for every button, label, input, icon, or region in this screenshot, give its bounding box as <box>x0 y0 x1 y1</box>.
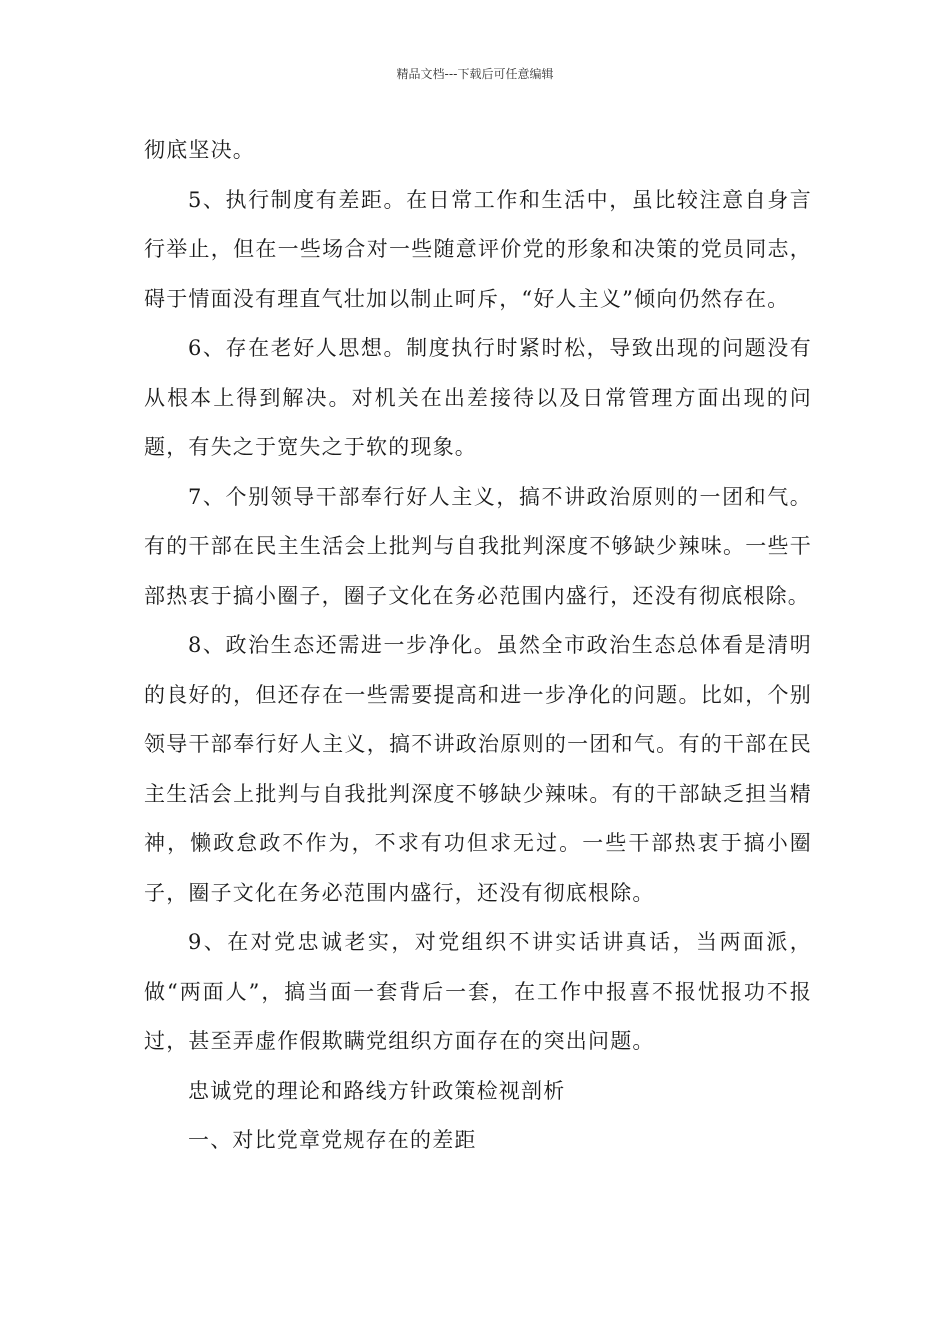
page-header: 精品文档---下载后可任意编辑 <box>396 67 554 81</box>
paragraph-continuation: 彻底坚决。 <box>144 138 255 162</box>
section-heading-1: 一、对比党章党规存在的差距 <box>188 1128 477 1152</box>
paragraph-item-8: 8、政治生态还需进一步净化。虽然全市政治生态总体看是清明的良好的，但还存在一些需要提高和进一步净化的问题。比如，个别领导干部奉行好人主义，搞不讲政治原则的一团和气。有的干部在民主生活会上批判与自我批判深度不够缺少辣味。有的干部缺乏担当精神，懒政怠政不作为，不求有功但求无过。一些干部热衷于搞小圈子，圈子文化在务必范围内盛行，还没有彻底根除。 <box>144 633 812 905</box>
paragraph-item-5: 5、执行制度有差距。在日常工作和生活中，虽比较注意自身言行举止，但在一些场合对一些随意评价党的形象和决策的党员同志，碍于情面没有理直气壮加以制止呵斥，“好人主义”倾向仍然存在。 <box>144 187 812 311</box>
section-title: 忠诚党的理论和路线方针政策检视剖析 <box>188 1078 566 1103</box>
paragraph-item-6: 6、存在老好人思想。制度执行时紧时松，导致出现的问题没有从根本上得到解决。对机关在出差接待以及日常管理方面出现的问题，有失之于宽失之于软的现象。 <box>144 336 812 459</box>
document-body <box>144 126 812 1166</box>
paragraph-item-9: 9、在对党忠诚老实，对党组织不讲实话讲真话，当两面派，做“两面人”，搞当面一套背后一套，在工作中报喜不报忧报功不报过，甚至弄虚作假欺瞒党组织方面存在的突出问题。 <box>144 930 812 1053</box>
paragraph-item-7: 7、个别领导干部奉行好人主义，搞不讲政治原则的一团和气。有的干部在民主生活会上批判与自我批判深度不够缺少辣味。一些干部热衷于搞小圈子，圈子文化在务必范围内盛行，还没有彻底根除。 <box>144 484 812 608</box>
